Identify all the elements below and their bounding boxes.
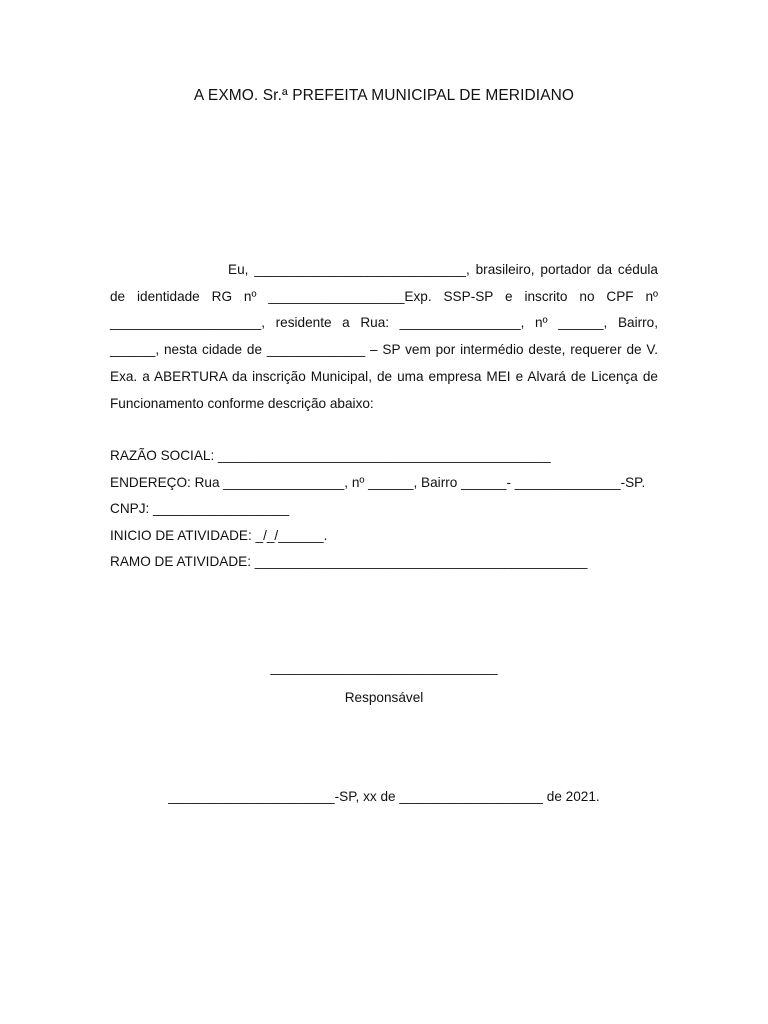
signature-label: Responsável: [344, 690, 424, 705]
company-fields: [110, 443, 658, 576]
field-inicio-atividade: INICIO DE ATIVIDADE: _/_/______.: [110, 527, 328, 543]
signature-line: ______________________________: [270, 660, 498, 675]
request-paragraph: Eu, ____________________________, brasileiro, portador da cédula de identidade RG nº __________________Exp. SSP-SP e inscrito no CPF nº ____________________, residente a Rua: ________________, nº ______, Bairro, ______, nesta cidade de _____________ – SP vem por intermédio deste, requerer de V. Exa. a ABERTURA da inscrição Municipal, de uma empresa MEI e Alvará de Licença de Funcionamento conforme descrição abaixo:: [110, 262, 658, 411]
field-endereco: ENDEREÇO: Rua ________________, nº ______, Bairro ______- ______________-SP.: [110, 474, 646, 490]
field-cnpj: CNPJ: __________________: [110, 501, 290, 517]
date-line: ______________________-SP, xx de ___________________ de 2021.: [168, 789, 600, 804]
field-ramo-atividade: RAMO DE ATIVIDADE: ____________________________________________: [110, 554, 588, 570]
document-title: A EXMO. Sr.ª PREFEITA MUNICIPAL DE MERIDIANO: [193, 87, 575, 104]
field-razao-social: RAZÃO SOCIAL: ____________________________________________: [110, 448, 551, 463]
